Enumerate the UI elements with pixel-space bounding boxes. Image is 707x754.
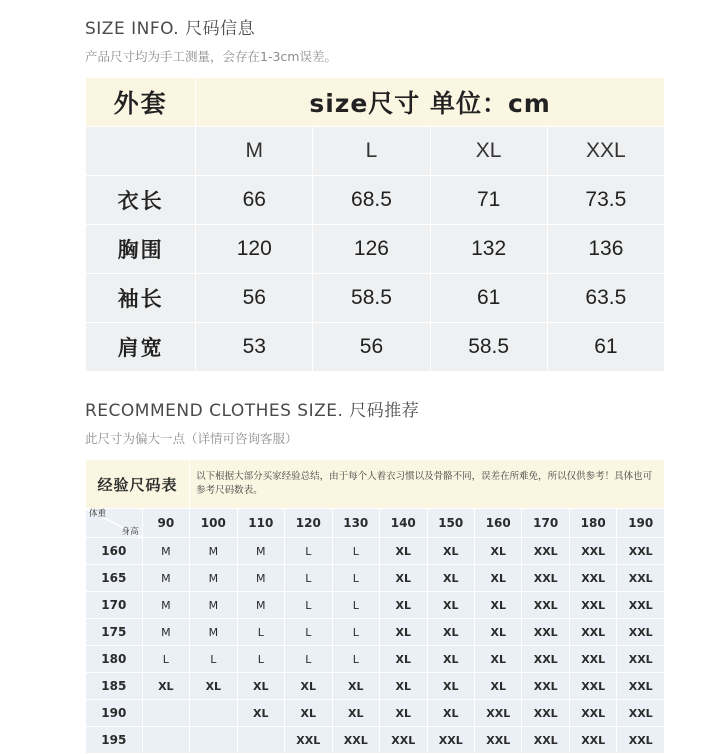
experience-cell: XL bbox=[380, 673, 427, 700]
table-row-banner bbox=[86, 460, 665, 509]
experience-cell: M bbox=[237, 592, 284, 619]
experience-cell: M bbox=[142, 619, 190, 646]
table-row bbox=[86, 225, 665, 274]
experience-cell: L bbox=[332, 619, 379, 646]
experience-cell: XL bbox=[474, 673, 521, 700]
experience-cell: L bbox=[332, 592, 379, 619]
experience-cell: XXL bbox=[617, 619, 665, 646]
experience-cell: L bbox=[237, 646, 284, 673]
experience-col-head: 100 bbox=[190, 509, 237, 538]
size-chart-blank-cell bbox=[86, 127, 196, 176]
size-chart-header-label: 外套 bbox=[86, 78, 196, 127]
experience-cell: XL bbox=[332, 700, 379, 727]
table-row bbox=[86, 176, 665, 225]
experience-cell: L bbox=[332, 646, 379, 673]
size-chart-cell: 68.5 bbox=[313, 176, 430, 225]
experience-banner-text: 以下根据大部分买家经验总结，由于每个人着衣习惯以及骨骼不同，误差在所难免，所以仅供参考！具体也可参考尺码数表。 bbox=[190, 460, 665, 509]
size-chart-row-label: 衣长 bbox=[86, 176, 196, 225]
experience-cell: M bbox=[237, 538, 284, 565]
size-chart-cell: 61 bbox=[430, 274, 547, 323]
experience-col-head: 180 bbox=[569, 509, 616, 538]
table-row bbox=[86, 274, 665, 323]
size-chart-cell: 53 bbox=[196, 323, 313, 372]
experience-cell: M bbox=[190, 592, 237, 619]
experience-cell: M bbox=[142, 538, 190, 565]
experience-cell: XL bbox=[474, 619, 521, 646]
experience-row-label: 175 bbox=[86, 619, 143, 646]
size-chart-cell: 73.5 bbox=[547, 176, 664, 225]
size-chart-cell: 71 bbox=[430, 176, 547, 225]
size-chart-cell: 63.5 bbox=[547, 274, 664, 323]
experience-cell: XL bbox=[237, 700, 284, 727]
experience-cell: L bbox=[285, 619, 332, 646]
table-row bbox=[86, 727, 665, 754]
size-chart-col-l: L bbox=[313, 127, 430, 176]
experience-corner-cell bbox=[86, 509, 143, 538]
experience-cell bbox=[142, 727, 190, 754]
experience-cell: XXL bbox=[474, 700, 521, 727]
experience-row-label: 165 bbox=[86, 565, 143, 592]
experience-cell: XXL bbox=[617, 565, 665, 592]
experience-cell: XL bbox=[237, 673, 284, 700]
size-chart-col-xl: XL bbox=[430, 127, 547, 176]
table-row bbox=[86, 673, 665, 700]
experience-cell: XL bbox=[380, 565, 427, 592]
experience-cell: L bbox=[142, 646, 190, 673]
experience-cell: M bbox=[142, 565, 190, 592]
experience-cell: XXL bbox=[569, 538, 616, 565]
experience-cell: XXL bbox=[522, 565, 569, 592]
experience-cell: L bbox=[285, 592, 332, 619]
experience-cell: XL bbox=[474, 592, 521, 619]
experience-cell: XL bbox=[285, 673, 332, 700]
experience-cell: XL bbox=[427, 673, 474, 700]
recommend-size-note: 此尺寸为偏大一点（详情可咨询客服） bbox=[85, 431, 298, 446]
experience-col-head: 150 bbox=[427, 509, 474, 538]
table-row-columns bbox=[86, 127, 665, 176]
experience-banner-label: 经验尺码表 bbox=[86, 460, 190, 509]
experience-cell: XL bbox=[380, 538, 427, 565]
experience-cell: XL bbox=[332, 673, 379, 700]
table-row bbox=[86, 323, 665, 372]
experience-cell: XXL bbox=[617, 727, 665, 754]
experience-corner-weight: 体重 bbox=[89, 509, 107, 519]
size-chart-table bbox=[85, 77, 665, 372]
experience-cell: XL bbox=[427, 646, 474, 673]
size-chart-cell: 58.5 bbox=[313, 274, 430, 323]
experience-cell: XL bbox=[380, 646, 427, 673]
size-chart-cell: 120 bbox=[196, 225, 313, 274]
experience-cell: XL bbox=[380, 700, 427, 727]
table-row bbox=[86, 619, 665, 646]
experience-cell: L bbox=[285, 565, 332, 592]
experience-cell: XXL bbox=[522, 727, 569, 754]
experience-cell: XXL bbox=[569, 592, 616, 619]
experience-size-table bbox=[85, 459, 665, 754]
experience-cell: XL bbox=[380, 619, 427, 646]
size-chart-cell: 126 bbox=[313, 225, 430, 274]
experience-row-label: 160 bbox=[86, 538, 143, 565]
experience-cell: XXL bbox=[522, 619, 569, 646]
experience-cell: XXL bbox=[427, 727, 474, 754]
experience-row-label: 185 bbox=[86, 673, 143, 700]
size-chart-row-label: 肩宽 bbox=[86, 323, 196, 372]
experience-cell: L bbox=[332, 565, 379, 592]
experience-cell bbox=[142, 700, 190, 727]
experience-cell: XXL bbox=[522, 538, 569, 565]
experience-cell bbox=[237, 727, 284, 754]
experience-cell: XL bbox=[427, 592, 474, 619]
experience-cell: XL bbox=[427, 538, 474, 565]
size-chart-header-title: size尺寸 单位：cm bbox=[196, 78, 665, 127]
experience-cell: XXL bbox=[332, 727, 379, 754]
experience-cell: XXL bbox=[522, 592, 569, 619]
table-row-header bbox=[86, 78, 665, 127]
experience-cell: XL bbox=[474, 565, 521, 592]
size-chart-cell: 61 bbox=[547, 323, 664, 372]
experience-cell: XL bbox=[474, 538, 521, 565]
experience-cell: XXL bbox=[522, 673, 569, 700]
table-row bbox=[86, 538, 665, 565]
experience-table-wrap bbox=[85, 459, 665, 754]
experience-col-head: 90 bbox=[142, 509, 190, 538]
experience-cell: XXL bbox=[569, 673, 616, 700]
experience-col-head: 140 bbox=[380, 509, 427, 538]
experience-cell: XL bbox=[427, 619, 474, 646]
experience-cell: XL bbox=[427, 565, 474, 592]
size-chart-col-m: M bbox=[196, 127, 313, 176]
experience-cell: XXL bbox=[569, 700, 616, 727]
experience-cell: XXL bbox=[380, 727, 427, 754]
size-chart-cell: 132 bbox=[430, 225, 547, 274]
size-info-note: 产品尺寸均为手工测量，会存在1-3cm误差。 bbox=[85, 49, 337, 64]
experience-cell: XL bbox=[142, 673, 190, 700]
experience-cell: XL bbox=[285, 700, 332, 727]
table-row bbox=[86, 700, 665, 727]
size-chart-col-xxl: XXL bbox=[547, 127, 664, 176]
experience-cell: M bbox=[237, 565, 284, 592]
experience-cell: XXL bbox=[617, 646, 665, 673]
experience-cell bbox=[190, 700, 237, 727]
size-chart-cell: 56 bbox=[313, 323, 430, 372]
size-chart-row-label: 胸围 bbox=[86, 225, 196, 274]
experience-cell: XL bbox=[380, 592, 427, 619]
table-row bbox=[86, 592, 665, 619]
experience-cell: M bbox=[190, 538, 237, 565]
experience-cell: XXL bbox=[285, 727, 332, 754]
experience-cell: XXL bbox=[617, 700, 665, 727]
experience-cell: XXL bbox=[617, 673, 665, 700]
size-chart-cell: 136 bbox=[547, 225, 664, 274]
table-row bbox=[86, 646, 665, 673]
experience-cell: XXL bbox=[522, 700, 569, 727]
experience-col-head: 130 bbox=[332, 509, 379, 538]
experience-cell: M bbox=[190, 565, 237, 592]
experience-row-label: 195 bbox=[86, 727, 143, 754]
size-chart-cell: 56 bbox=[196, 274, 313, 323]
experience-cell bbox=[190, 727, 237, 754]
table-row bbox=[86, 565, 665, 592]
recommend-size-title: RECOMMEND CLOTHES SIZE. 尺码推荐 bbox=[85, 401, 420, 421]
experience-cell: XXL bbox=[474, 727, 521, 754]
size-info-title: SIZE INFO. 尺码信息 bbox=[85, 19, 256, 39]
experience-row-label: 170 bbox=[86, 592, 143, 619]
experience-col-head: 170 bbox=[522, 509, 569, 538]
experience-cell: L bbox=[190, 646, 237, 673]
experience-row-label: 180 bbox=[86, 646, 143, 673]
experience-cell: XXL bbox=[522, 646, 569, 673]
experience-cell: XXL bbox=[617, 592, 665, 619]
experience-col-head: 160 bbox=[474, 509, 521, 538]
experience-col-head: 120 bbox=[285, 509, 332, 538]
experience-cell: L bbox=[285, 646, 332, 673]
experience-cell: XL bbox=[427, 700, 474, 727]
experience-cell: XL bbox=[474, 646, 521, 673]
experience-cell: L bbox=[237, 619, 284, 646]
experience-cell: XXL bbox=[617, 538, 665, 565]
table-row-columns bbox=[86, 509, 665, 538]
experience-cell: L bbox=[332, 538, 379, 565]
experience-col-head: 110 bbox=[237, 509, 284, 538]
experience-cell: M bbox=[190, 619, 237, 646]
experience-corner-height: 身高 bbox=[121, 526, 139, 537]
experience-col-head: 190 bbox=[617, 509, 665, 538]
experience-row-label: 190 bbox=[86, 700, 143, 727]
experience-cell: XL bbox=[190, 673, 237, 700]
experience-cell: XXL bbox=[569, 727, 616, 754]
size-chart-cell: 66 bbox=[196, 176, 313, 225]
experience-cell: XXL bbox=[569, 646, 616, 673]
experience-cell: XXL bbox=[569, 619, 616, 646]
experience-cell: M bbox=[142, 592, 190, 619]
experience-cell: L bbox=[285, 538, 332, 565]
experience-cell: XXL bbox=[569, 565, 616, 592]
size-chart-row-label: 袖长 bbox=[86, 274, 196, 323]
size-chart-cell: 58.5 bbox=[430, 323, 547, 372]
